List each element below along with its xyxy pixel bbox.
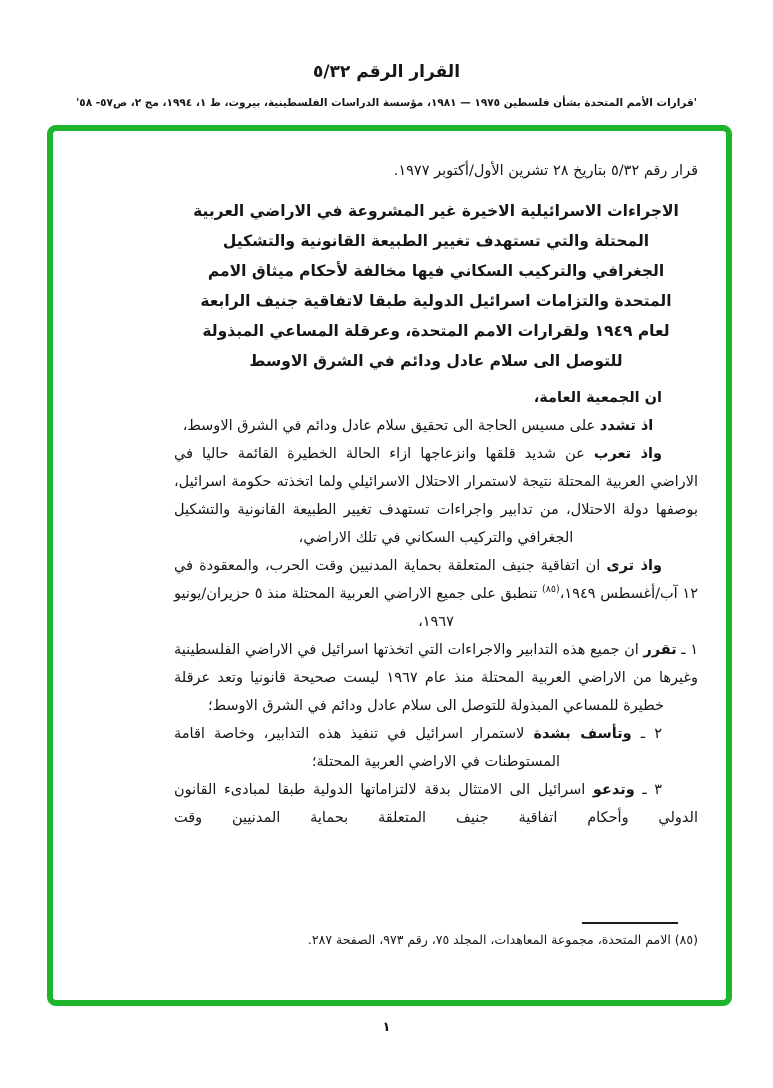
paragraph-text: على مسيس الحاجة الى تحقيق سلام عادل ودائم في الشرق الاوسط، [182, 418, 600, 434]
resolution-title-line: للتوصل الى سلام عادل ودائم في الشرق الاوسط [249, 352, 623, 370]
paragraph-lead: تقرر [643, 642, 677, 658]
paragraph-text: ان جميع هذه التدابير والاجراءات التي اتخذتها اسرائيل في الاراضي الفلسطينية وغيرها من الاراضي العربية المحتلة منذ عام ١٩٦٧ ليست صحيحة قانونيا وتعد عرقلة خطيرة للمساعي المبذولة للتوصل الى سلام عادل ودائم في الشرق الاوسط؛ [174, 642, 698, 714]
paragraph-text: ٣ ـ [634, 782, 663, 798]
highlight-box [47, 125, 732, 1006]
paragraph-text: ١ ـ [676, 642, 698, 658]
resolution-title-line: المتحدة والتزامات اسرائيل الدولية طبقا لاتفاقية جنيف الرابعة [200, 292, 672, 310]
paragraph-lead: واذ تعرب [593, 446, 663, 462]
paragraph-text: ان اتفاقية جنيف المتعلقة بحماية المدنيين وقت الحرب، والمعقودة في ١٢ آب/أغسطس ١٩٤٩، [174, 558, 698, 602]
source-citation-line: 'قرارات الأمم المتحدة بشأن فلسطين ١٩٧٥ — ١٩٨١، مؤسسة الدراسات الفلسطينية، بيروت، ط ١، ١٩٩٤، مج ٢، ص٥٧- ٥٨' [76, 97, 697, 109]
paragraph-text: اسرائيل الى الامتثال بدقة لالتزاماتها الدولية طبقا لمبادىء القانون الدولي وأحكام اتفاقية جنيف المتعلقة بحماية المدنيين وقت [174, 782, 698, 826]
footnote-area [174, 922, 698, 949]
paragraph-text: تنطبق على جميع الاراضي العربية المحتلة منذ ٥ حزيران/يونيو ١٩٦٧، [174, 586, 543, 630]
preamble-clause-1 [174, 412, 698, 440]
resolution-title-line: الاجراءات الاسرائيلية الاخيرة غير المشروعة في الاراضي العربية [193, 202, 679, 220]
paragraph-text: ٢ ـ [631, 726, 662, 742]
preamble-heading: ان الجمعية العامة، [533, 390, 662, 406]
preamble-clause-2 [174, 440, 698, 552]
preamble-clause-3 [174, 552, 698, 636]
resolution-title [174, 196, 698, 376]
footnote: (٨٥) الامم المتحدة، مجموعة المعاهدات، المجلد ٧٥، رقم ٩٧٣، الصفحة ٢٨٧. [307, 932, 698, 947]
resolution-title-line: لعام ١٩٤٩ ولقرارات الامم المتحدة، وعرقلة المساعي المبذولة [202, 322, 670, 340]
page-title: القرار الرقم ٥/٣٢ [312, 62, 461, 82]
footnote-ref: (٨٥) [542, 584, 560, 596]
operative-paragraph-3 [174, 776, 698, 832]
paragraph-lead: وتدعو [592, 782, 635, 798]
paragraph-lead: واذ ترى [606, 558, 662, 574]
resolution-paragraphs [174, 412, 698, 832]
operative-paragraph-1 [174, 636, 698, 720]
resolution-content [174, 157, 698, 832]
page-number: ١ [382, 1020, 391, 1035]
paragraph-text: عن شديد قلقها وانزعاجها ازاء الحالة الخطيرة القائمة حاليا في الاراضي العربية المحتلة نتيجة لاستمرار الاحتلال الاسرائيلي ولما اتخذته حكومة اسرائيل، بوصفها دولة الاحتلال، من تدابير واجراءات تستهدف تغيير الطبيعة القانونية والتشكيل الجغرافي والتركيب السكاني في تلك الاراضي، [174, 446, 698, 546]
paragraph-text: لاستمرار اسرائيل في تنفيذ هذه التدابير، وخاصة اقامة المستوطنات في الاراضي العربية المحتلة؛ [174, 726, 561, 770]
resolution-title-line: الجغرافي والتركيب السكاني فيها مخالفة لأحكام ميثاق الامم [207, 262, 665, 280]
resolution-date-line: قرار رقم ٥/٣٢ بتاريخ ٢٨ تشرين الأول/أكتوبر ١٩٧٧. [393, 163, 698, 179]
resolution-title-line: المحتلة والتي تستهدف تغيير الطبيعة القانونية والتشكيل [222, 232, 650, 250]
footnote-separator [582, 922, 678, 924]
paragraph-lead: اذ تشدد [599, 418, 654, 434]
paragraph-lead: وتأسف بشدة [533, 726, 632, 742]
operative-paragraph-2 [174, 720, 698, 776]
